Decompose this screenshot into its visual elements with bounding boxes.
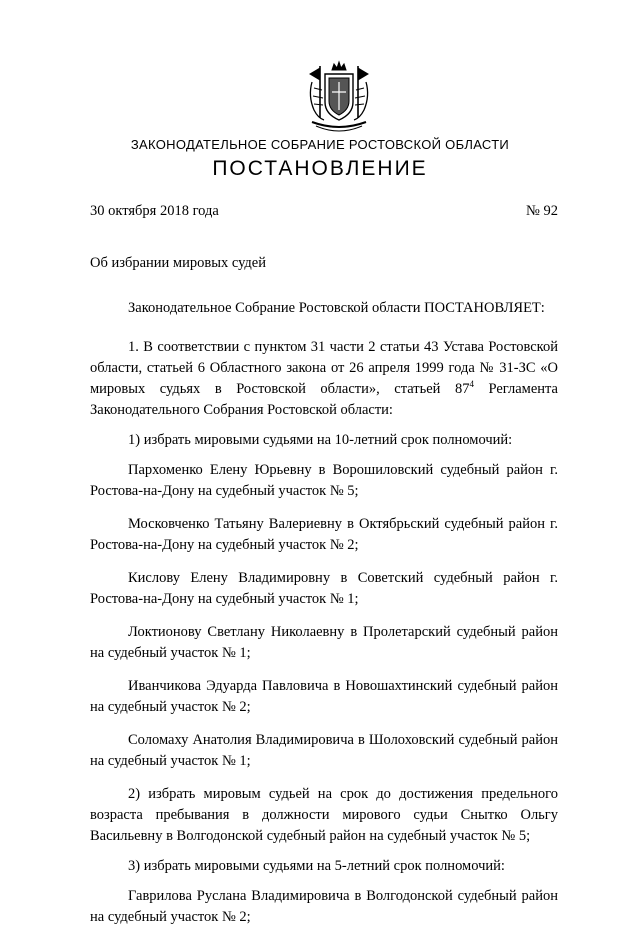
subclause-3-paragraph: 3) избрать мировыми судьями на 5-летний срок полномочий: [128,858,505,874]
document-subject: Об избрании мировых судей [90,255,266,271]
clause-1-text-tail: Регламента Законодательного Собрания Ростовской области: [90,381,558,418]
judge-paragraph: Соломаху Анатолия Владимировича в Шолоховский судебный район на судебный участок № 1; [90,732,558,769]
judge-paragraph: Локтионову Светлану Николаевну в Пролетарский судебный район на судебный участок № 1; [90,624,558,661]
judge-paragraph: Гаврилова Руслана Владимировича в Волгодонской судебный район на судебный участок № 2; [90,888,558,925]
subclause-1-paragraph: 1) избрать мировыми судьями на 10-летний срок полномочий: [128,432,513,448]
subclause-2-paragraph: 2) избрать мировым судьей на срок до достижения предельного возраста пребывания в должности мирового судьи Снытко Ольгу Васильевну в Волгодонской судебный район на судебный участок № 5; [90,786,558,844]
document-type-title: ПОСТАНОВЛЕНИЕ [212,157,428,180]
judge-paragraph: Иванчикова Эдуарда Павловича в Новошахтинский судебный район на судебный участок № 2; [90,678,558,715]
judge-paragraph: Пархоменко Елену Юрьевну в Ворошиловский судебный район г. Ростова-на-Дону на судебный участок № 5; [90,462,558,499]
coat-of-arms-emblem [298,60,380,138]
clause-1-superscript: 4 [469,379,474,389]
clause-1-text: 1. В соответствии с пунктом 31 части 2 статьи 43 Устава Ростовской области, статьей 6 Областного закона от 26 апреля 1999 года № 31-ЗС «О мировых судьях в Ростовской области», статьей 87 [90,339,558,397]
preamble-paragraph: Законодательное Собрание Ростовской области ПОСТАНОВЛЯЕТ: [128,300,545,316]
organization-name: ЗАКОНОДАТЕЛЬНОЕ СОБРАНИЕ РОСТОВСКОЙ ОБЛАСТИ [130,137,510,152]
clause-1-paragraph [90,337,558,421]
judge-paragraph: Московченко Татьяну Валериевну в Октябрьский судебный район г. Ростова-на-Дону на судебный участок № 2; [90,516,558,553]
document-body [90,298,558,940]
document-number: № 92 [526,203,558,219]
document-date: 30 октября 2018 года [90,203,219,219]
judge-paragraph: Кислову Елену Владимировну в Советский судебный район г. Ростова-на-Дону на судебный участок № 1; [90,570,558,607]
